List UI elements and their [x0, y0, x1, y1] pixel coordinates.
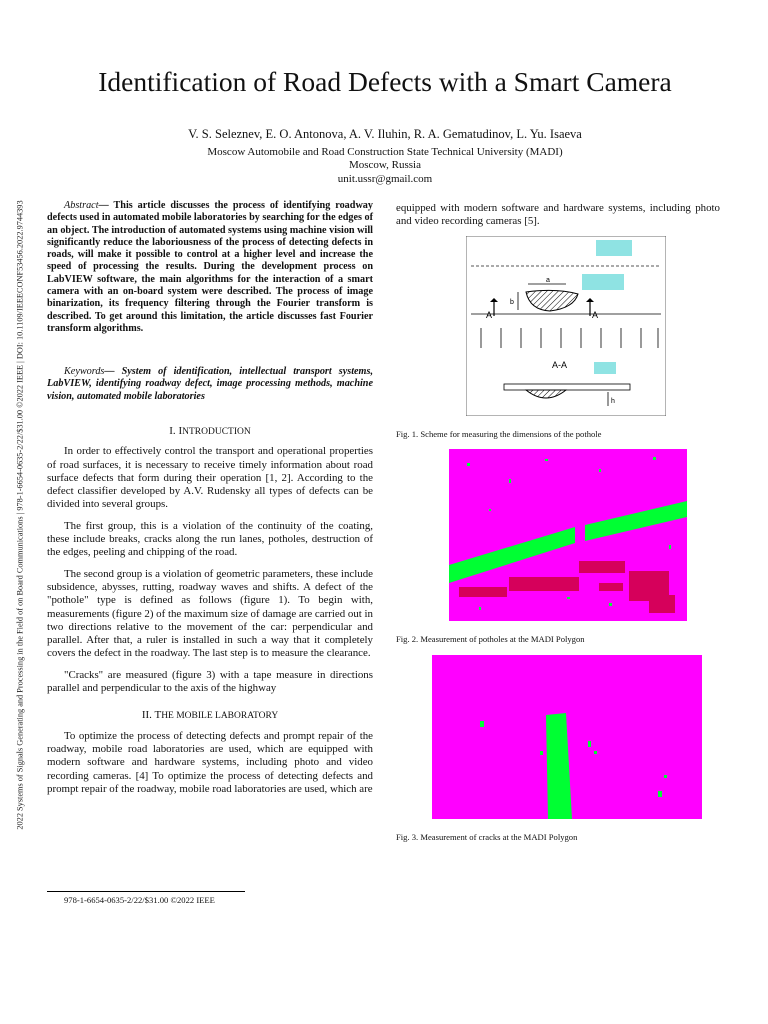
city: Moscow, Russia	[348, 159, 421, 171]
right-top-paragraph: equipped with modern software and hardware systems, including photo and video recording cameras [5].	[396, 202, 720, 228]
figure1-measure-tag-2	[582, 274, 624, 290]
abstract	[47, 200, 373, 335]
keywords	[47, 366, 373, 403]
keywords-text: System of identification, intellectual transport systems, LabVIEW, identifying roadway defect, image processing methods, machine vision, automated mobile laboratories	[47, 366, 373, 402]
figure1-label-a: a	[546, 277, 550, 284]
right-column-top-text	[396, 202, 720, 237]
figure1-label-h: h	[611, 398, 615, 405]
figure1-label-A-left: A	[486, 310, 493, 320]
email: unit.ussr@gmail.com	[337, 173, 433, 185]
abstract-text: This article discusses the process of identifying roadway defects used in automated mobile laboratories by searching for the edges of an object. The introduction of automated systems using machine vision will significantly reduce the laboriousness of the process of detecting defects in roads, will make it possible to control at a higher level and increase the speed of processing the results. During the development process on LabVIEW software, the main algorithms for the interaction of a smart camera with an on-board system were described. The process of image binarization, its frequency filtering through the Fourier transform is described. To get around this limitation, the article discusses fast Fourier transform algorithms.	[47, 200, 373, 334]
section2-heading: II. THE MOBILE LABORATORY	[141, 709, 279, 722]
figure3-image	[432, 655, 702, 819]
affiliation: Moscow Automobile and Road Construction State Technical University (MADI)	[207, 146, 563, 158]
footnote: 978-1-6654-0635-2/22/$31.00 ©2022 IEEE	[64, 895, 215, 905]
figure1-label-section: A-A	[552, 360, 568, 370]
keywords-dash: —	[104, 366, 122, 377]
figure1-measure-tag-1	[596, 240, 632, 256]
section1-heading: I. INTRODUCTION	[169, 425, 251, 437]
paper-title: Identification of Road Defects with a Smart Camera	[98, 66, 672, 97]
doi-sidebar-text: 2022 Systems of Signals Generating and Processing in the Field of on Board Communications | 978-1-6654-0635-2/22/$31.00 ©2022 IEEE | DOI: 10.1109/IEEECONF53456.2022.9744393	[15, 200, 25, 830]
section2-paragraph-1: To optimize the process of detecting defects and prompt repair of the roadway, mobile road laboratories are used, which are equipped with modern software and hardware systems, including photo and video recording cameras. [4] To optimize the process of detecting defects and prompt repair of the roadway, mobile road laboratories are used, which are	[47, 729, 373, 795]
authors: V. S. Seleznev, E. O. Antonova, A. V. Iluhin, R. A. Gematudinov, L. Yu. Isaeva	[188, 127, 582, 141]
section1-paragraph-3: The second group is a violation of geometric parameters, these include subsidence, abysses, rutting, roadway waves and shifts. A defect of the "pothole" type is defined as follows (figure 1). To begin with, measurements (figure 2) of the maximum size of damage are carried out in two directions relative to the movement of the car: perpendicular and parallel. After that, a ruler is installed in such a way that it completely covers the defect in the roadway. The last step is to measure the clearance.	[47, 567, 373, 660]
footnote-rule	[47, 891, 245, 892]
section1-paragraph-2: The first group, this is a violation of the continuity of the coating, these include breaks, cracks along the run lanes, potholes, destruction of the edges, peeling and chipping of the road.	[47, 519, 373, 559]
keywords-label: Keywords	[64, 366, 105, 377]
figure1-ruler	[504, 384, 630, 390]
doi-sidebar	[8, 140, 32, 890]
figure2-caption: Fig. 2. Measurement of potholes at the MADI Polygon	[396, 634, 585, 644]
section1-paragraph-1: In order to effectively control the transport and operational properties of road surfaces, it is necessary to receive timely information about road surface defects that form during their operation [1, 2]. According to the defect classifier developed by A.V. Rudensky all types of defects can be divided into several groups.	[47, 445, 373, 511]
figure3-caption: Fig. 3. Measurement of cracks at the MADI Polygon	[396, 832, 578, 842]
abstract-dash: —	[98, 200, 114, 211]
section1-paragraph-4: "Cracks" are measured (figure 3) with a tape measure in directions parallel and perpendicular to the axis of the highway	[47, 668, 373, 695]
figure1-label-b: b	[510, 299, 514, 306]
figure2-image	[449, 449, 687, 621]
figure1-caption: Fig. 1. Scheme for measuring the dimensions of the pothole	[396, 429, 602, 439]
figure1-label-A-right: A	[592, 310, 599, 320]
abstract-label: Abstract	[64, 200, 99, 211]
figure1-scheme	[466, 236, 666, 416]
figure1-measure-tag-3	[594, 362, 616, 374]
left-column-body	[47, 417, 373, 804]
